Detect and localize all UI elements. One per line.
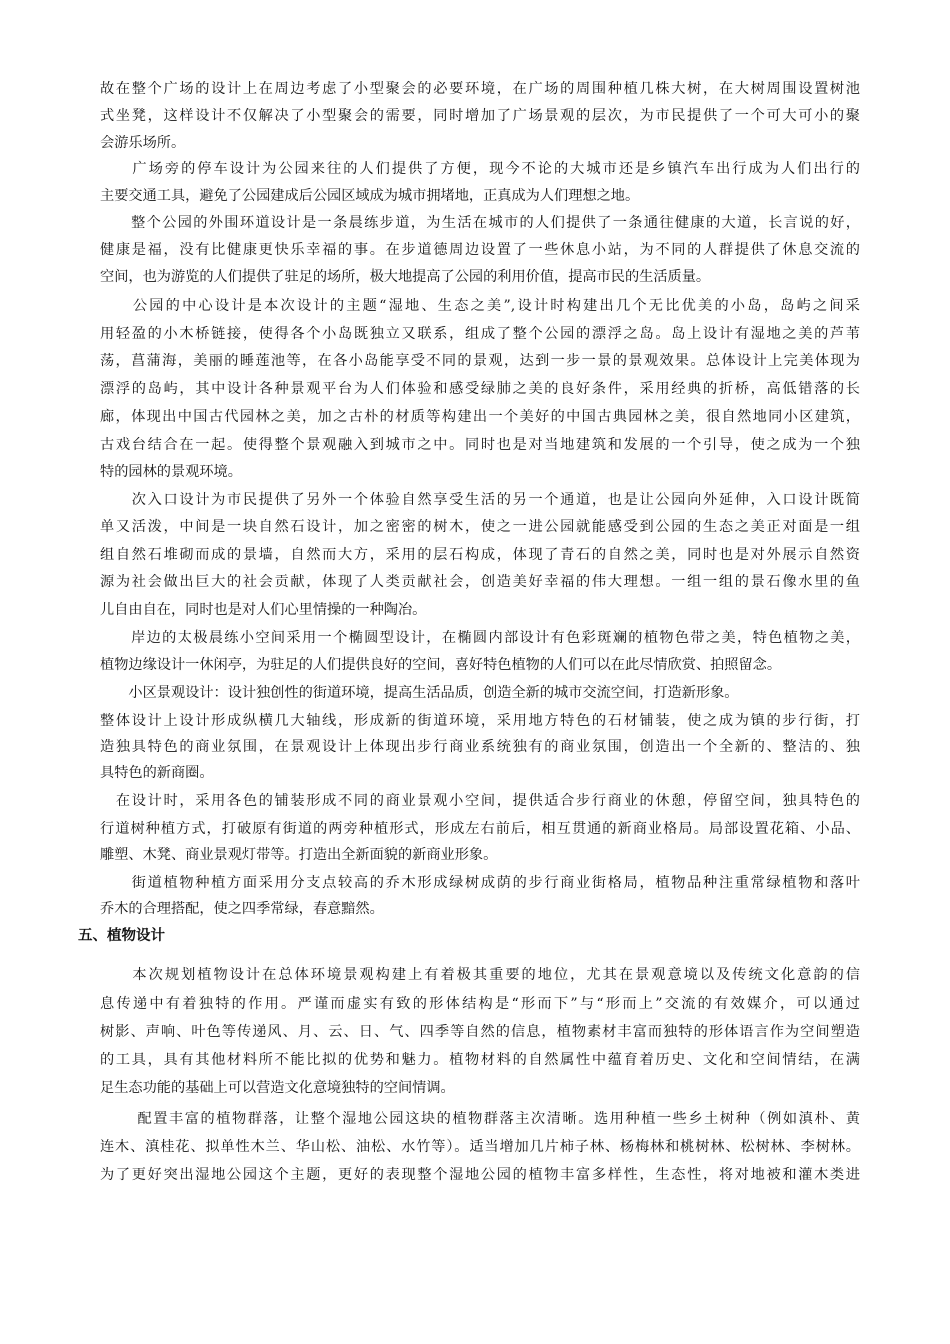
text-line: 廊，体现出中国古代园林之美，加之古朴的材质等构建出一个美好的中国古典园林之美，很自然地同小区建筑， bbox=[100, 409, 860, 425]
text-line: 雕塑、木凳、商业景观灯带等。打造出全新面貌的新商业形象。 bbox=[100, 847, 498, 863]
text-line: 健康是福，没有比健康更快乐幸福的事。在步道德周边设置了一些休息小站，为不同的人群提供了休息交流的 bbox=[100, 242, 860, 258]
text-line: 会游乐场所。 bbox=[100, 135, 186, 151]
text-line: 组自然石堆砌而成的景墙，自然而大方，采用的层石构成，体现了青石的自然之美，同时也是对外展示自然资 bbox=[100, 547, 860, 563]
text-line: 空间，也为游览的人们提供了驻足的场所，极大地提高了公园的利用价值，提高市民的生活质量。 bbox=[100, 269, 711, 285]
text-line: 漂浮的岛屿，其中设计各种景观平台为人们体验和感受绿肺之美的良好条件，采用经典的折桥，高低错落的长 bbox=[100, 381, 860, 397]
text-line: 本次规划植物设计在总体环境景观构建上有着极其重要的地位，尤其在景观意境以及传统文化意韵的信 bbox=[100, 967, 860, 983]
text-line: 式坐凳，这样设计不仅解决了小型聚会的需要，同时增加了广场景观的层次，为市民提供了一个可大可小的聚 bbox=[100, 108, 860, 124]
text-line: 的工具，具有其他材料所不能比拟的优势和魅力。植物材料的自然属性中蕴育着历史、文化和空间情结，在满 bbox=[100, 1052, 860, 1068]
text-line: 源为社会做出巨大的社会贡献，体现了人类贡献社会，创造美好幸福的伟大理想。一组一组的景石像水里的鱼 bbox=[100, 574, 860, 590]
text-line: 儿自由自在，同时也是对人们心里情操的一种陶冶。 bbox=[100, 602, 427, 618]
text-line: 行道树种植方式，打破原有街道的两旁种植形式，形成左右前后，相互贯通的新商业格局。局部设置花箱、小品、 bbox=[100, 821, 860, 837]
text-line: 小区景观设计：设计独创性的街道环境，提高生活品质，创造全新的城市交流空间，打造新形象。 bbox=[100, 685, 739, 701]
section-heading: 五、植物设计 bbox=[78, 928, 165, 944]
text-line: 为了更好突出湿地公园这个主题，更好的表现整个湿地公园的植物丰富多样性，生态性，将对地被和灌木类进 bbox=[100, 1167, 860, 1183]
text-line: 单又活泼，中间是一块自然石设计，加之密密的树木，使之一进公园就能感受到公园的生态之美正对面是一组 bbox=[100, 519, 860, 535]
text-line: 主要交通工具，避免了公园建成后公园区域成为城市拥堵地，正真成为人们理想之地。 bbox=[100, 188, 640, 204]
text-line: 连木、滇桂花、拟单性木兰、华山松、油松、水竹等）。适当增加几片柿子林、杨梅林和桃树林、松树林、李树林。 bbox=[100, 1139, 860, 1155]
text-line: 次入口设计为市民提供了另外一个体验自然享受生活的另一个通道，也是让公园向外延伸，入口设计既简 bbox=[100, 492, 860, 508]
text-line: 用轻盈的小木桥链接，使得各个小岛既独立又联系，组成了整个公园的漂浮之岛。岛上设计有湿地之美的芦苇 bbox=[100, 326, 860, 342]
text-line: 植物边缘设计一休闲亭，为驻足的人们提供良好的空间，喜好特色植物的人们可以在此尽情欣赏、拍照留念。 bbox=[100, 657, 782, 673]
text-line: 息传递中有着独特的作用。严谨而虚实有致的形体结构是“形而下”与“形而上”交流的有效媒介，可以通过 bbox=[100, 996, 860, 1012]
text-line: 整体设计上设计形成纵横几大轴线，形成新的街道环境，采用地方特色的石材铺装，使之成为镇的步行街，打 bbox=[100, 713, 860, 729]
text-line: 故在整个广场的设计上在周边考虑了小型聚会的必要环境，在广场的周围种植几株大树，在大树周围设置树池 bbox=[100, 81, 860, 97]
text-line: 造独具特色的商业氛围，在景观设计上体现出步行商业系统独有的商业氛围，创造出一个全新的、整洁的、独 bbox=[100, 739, 860, 755]
text-line: 街道植物种植方面采用分支点较高的乔木形成绿树成荫的步行商业街格局，植物品种注重常绿植物和落叶 bbox=[100, 875, 860, 891]
text-line: 特的园林的景观环境。 bbox=[100, 464, 242, 480]
text-line: 具特色的新商圈。 bbox=[100, 765, 214, 781]
text-line: 配置丰富的植物群落，让整个湿地公园这块的植物群落主次清晰。选用种植一些乡土树种（例如滇朴、黄 bbox=[100, 1111, 860, 1127]
text-line: 广场旁的停车设计为公园来往的人们提供了方便，现今不论的大城市还是乡镇汽车出行成为人们出行的 bbox=[100, 161, 860, 177]
text-line: 乔木的合理搭配，使之四季常绿，春意黯然。 bbox=[100, 901, 384, 917]
text-line: 荡，菖蒲海，美丽的睡莲池等，在各小岛能享受不同的景观，达到一步一景的景观效果。总体设计上完美体现为 bbox=[100, 353, 860, 369]
text-line: 在设计时，采用各色的铺装形成不同的商业景观小空间，提供适合步行商业的休憩，停留空间，独具特色的 bbox=[100, 793, 860, 809]
text-line: 足生态功能的基础上可以营造文化意境独特的空间情调。 bbox=[100, 1080, 455, 1096]
text-line: 公园的中心设计是本次设计的主题“湿地、生态之美”,设计时构建出几个无比优美的小岛，岛屿之间采 bbox=[100, 298, 860, 314]
text-line: 树影、声响、叶色等传递风、月、云、日、气、四季等自然的信息，植物素材丰富而独特的形体语言作为空间塑造 bbox=[100, 1024, 860, 1040]
text-line: 整个公园的外围环道设计是一条晨练步道，为生活在城市的人们提供了一条通往健康的大道，长言说的好， bbox=[100, 215, 860, 231]
text-line: 岸边的太极晨练小空间采用一个椭圆型设计，在椭圆内部设计有色彩斑斓的植物色带之美，特色植物之美， bbox=[100, 630, 860, 646]
text-line: 古戏台结合在一起。使得整个景观融入到城市之中。同时也是对当地建筑和发展的一个引导，使之成为一个独 bbox=[100, 437, 860, 453]
